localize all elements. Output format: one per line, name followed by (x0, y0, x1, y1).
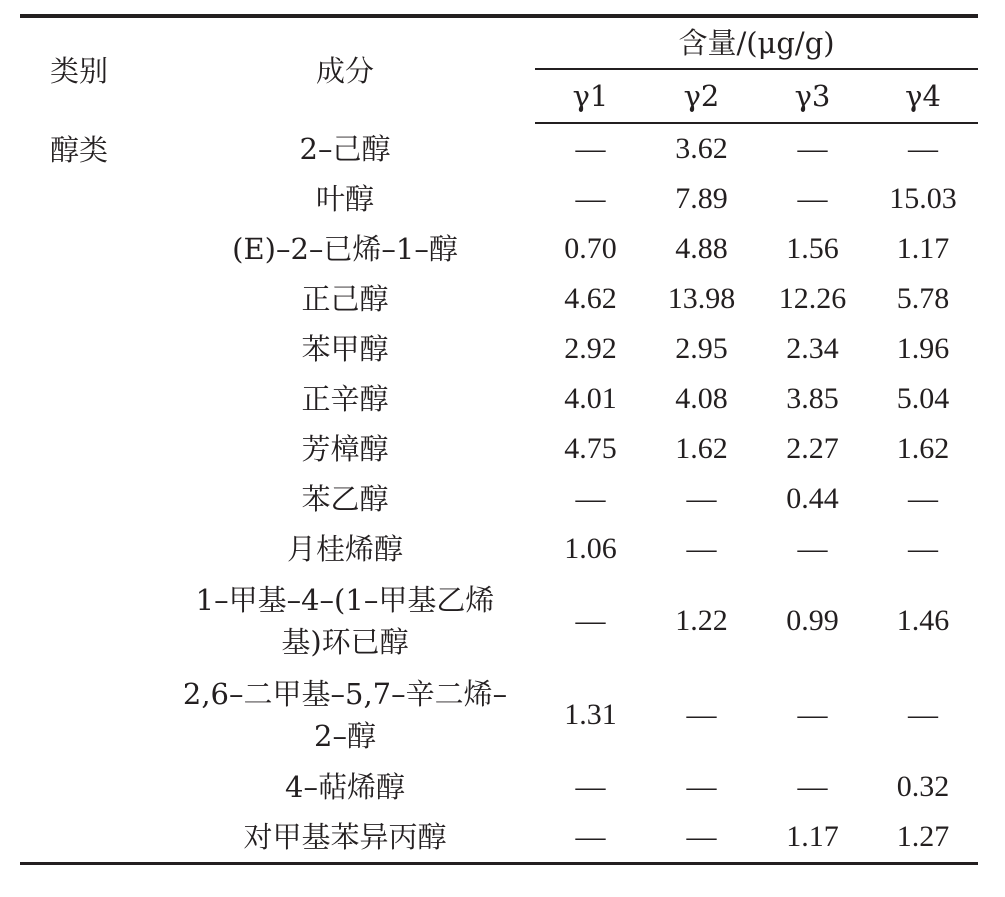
value-cell: 1.56 (786, 232, 839, 265)
value-cell: — (797, 698, 828, 731)
value-cell: 2.95 (675, 332, 728, 365)
value-cell: 0.32 (896, 770, 950, 803)
value-cell: 7.89 (675, 182, 728, 215)
component-cell: 2–己醇 (299, 131, 391, 166)
value-cell: 5.78 (896, 282, 950, 315)
value-cell: 1.17 (896, 232, 950, 265)
value-cell: — (575, 482, 606, 515)
value-cell: 4.62 (564, 282, 617, 315)
value-cell: — (797, 182, 828, 215)
component-cell: 叶醇 (315, 182, 374, 216)
component-cell: 月桂烯醇 (286, 532, 403, 566)
value-cell: 0.99 (786, 604, 839, 637)
value-cell: 3.85 (786, 382, 839, 415)
component-cell: 正辛醇 (301, 382, 389, 416)
table-row (20, 324, 978, 374)
header-sample-1: γ1 (535, 69, 646, 123)
table-row (20, 474, 978, 524)
table-row (20, 274, 978, 324)
component-cell: 苯乙醇 (301, 482, 389, 516)
component-cell: 芳樟醇 (301, 432, 389, 466)
value-cell: — (575, 604, 606, 637)
value-cell: — (908, 482, 939, 515)
value-cell: 1.06 (564, 532, 617, 565)
component-line-2: 基)环已醇 (281, 625, 409, 659)
value-cell: — (686, 820, 717, 853)
value-cell: — (686, 482, 717, 515)
value-cell: — (908, 698, 939, 731)
table-row (20, 374, 978, 424)
value-cell: 0.70 (564, 232, 617, 265)
component-cell: 苯甲醇 (301, 332, 389, 366)
component-line-1: 1–甲基–4–(1–甲基乙烯 (195, 583, 495, 617)
table-row (20, 762, 978, 812)
component-line-2: 2–醇 (314, 719, 376, 753)
header-category: 类别 (50, 53, 109, 88)
table-row (20, 424, 978, 474)
value-cell: — (797, 532, 828, 565)
value-cell: 2.92 (564, 332, 617, 365)
value-cell: 4.75 (564, 432, 617, 465)
value-cell: 5.04 (896, 382, 950, 415)
table-row (20, 174, 978, 224)
value-cell: — (908, 132, 939, 165)
header-sample-3: γ3 (757, 69, 868, 123)
value-cell: 4.08 (675, 382, 728, 415)
component-line-1: 2,6–二甲基–5,7–辛二烯– (182, 677, 508, 711)
component-cell: 对甲基苯异丙醇 (243, 820, 447, 854)
bottom-rule (20, 862, 978, 865)
value-cell: 3.62 (675, 132, 728, 165)
value-cell: 1.17 (786, 820, 839, 853)
value-cell: 15.03 (889, 182, 957, 215)
value-cell: 1.46 (896, 604, 950, 637)
component-cell (155, 668, 535, 762)
table-row (20, 524, 978, 574)
table-row (20, 224, 978, 274)
value-cell: 4.88 (675, 232, 728, 265)
value-cell: 2.34 (786, 332, 839, 365)
data-table-container (20, 14, 978, 865)
value-cell: — (575, 770, 606, 803)
data-table (20, 18, 978, 862)
value-cell: — (908, 532, 939, 565)
value-cell: — (575, 182, 606, 215)
header-sample-4: γ4 (868, 69, 978, 123)
table-row (20, 668, 978, 762)
value-cell: 2.27 (786, 432, 839, 465)
component-cell: 正己醇 (301, 282, 389, 316)
table-row (20, 574, 978, 668)
value-cell: — (686, 770, 717, 803)
table-row (20, 123, 978, 174)
value-cell: — (797, 770, 828, 803)
header-content-group: 含量/(μg/g) (535, 18, 978, 69)
table-header (20, 18, 978, 123)
value-cell: 1.62 (896, 432, 950, 465)
category-cell: 醇类 (50, 133, 109, 167)
value-cell: 1.62 (675, 432, 728, 465)
value-cell: 1.22 (675, 604, 728, 637)
value-cell: 4.01 (564, 382, 617, 415)
value-cell: 1.27 (896, 820, 950, 853)
header-component: 成分 (315, 53, 374, 88)
component-cell: 4–萜烯醇 (285, 770, 405, 804)
value-cell: — (575, 132, 606, 165)
value-cell: 1.96 (896, 332, 950, 365)
value-cell: — (575, 820, 606, 853)
component-cell: (E)–2–已烯–1–醇 (232, 232, 458, 266)
table-row (20, 812, 978, 862)
value-cell: — (686, 698, 717, 731)
value-cell: 13.98 (667, 282, 736, 315)
component-cell (155, 574, 535, 668)
value-cell: 12.26 (778, 282, 847, 315)
value-cell: 1.31 (564, 698, 617, 731)
value-cell: — (797, 132, 828, 165)
value-cell: 0.44 (786, 482, 839, 515)
table-body (20, 123, 978, 862)
header-sample-2: γ2 (646, 69, 757, 123)
value-cell: — (686, 532, 717, 565)
